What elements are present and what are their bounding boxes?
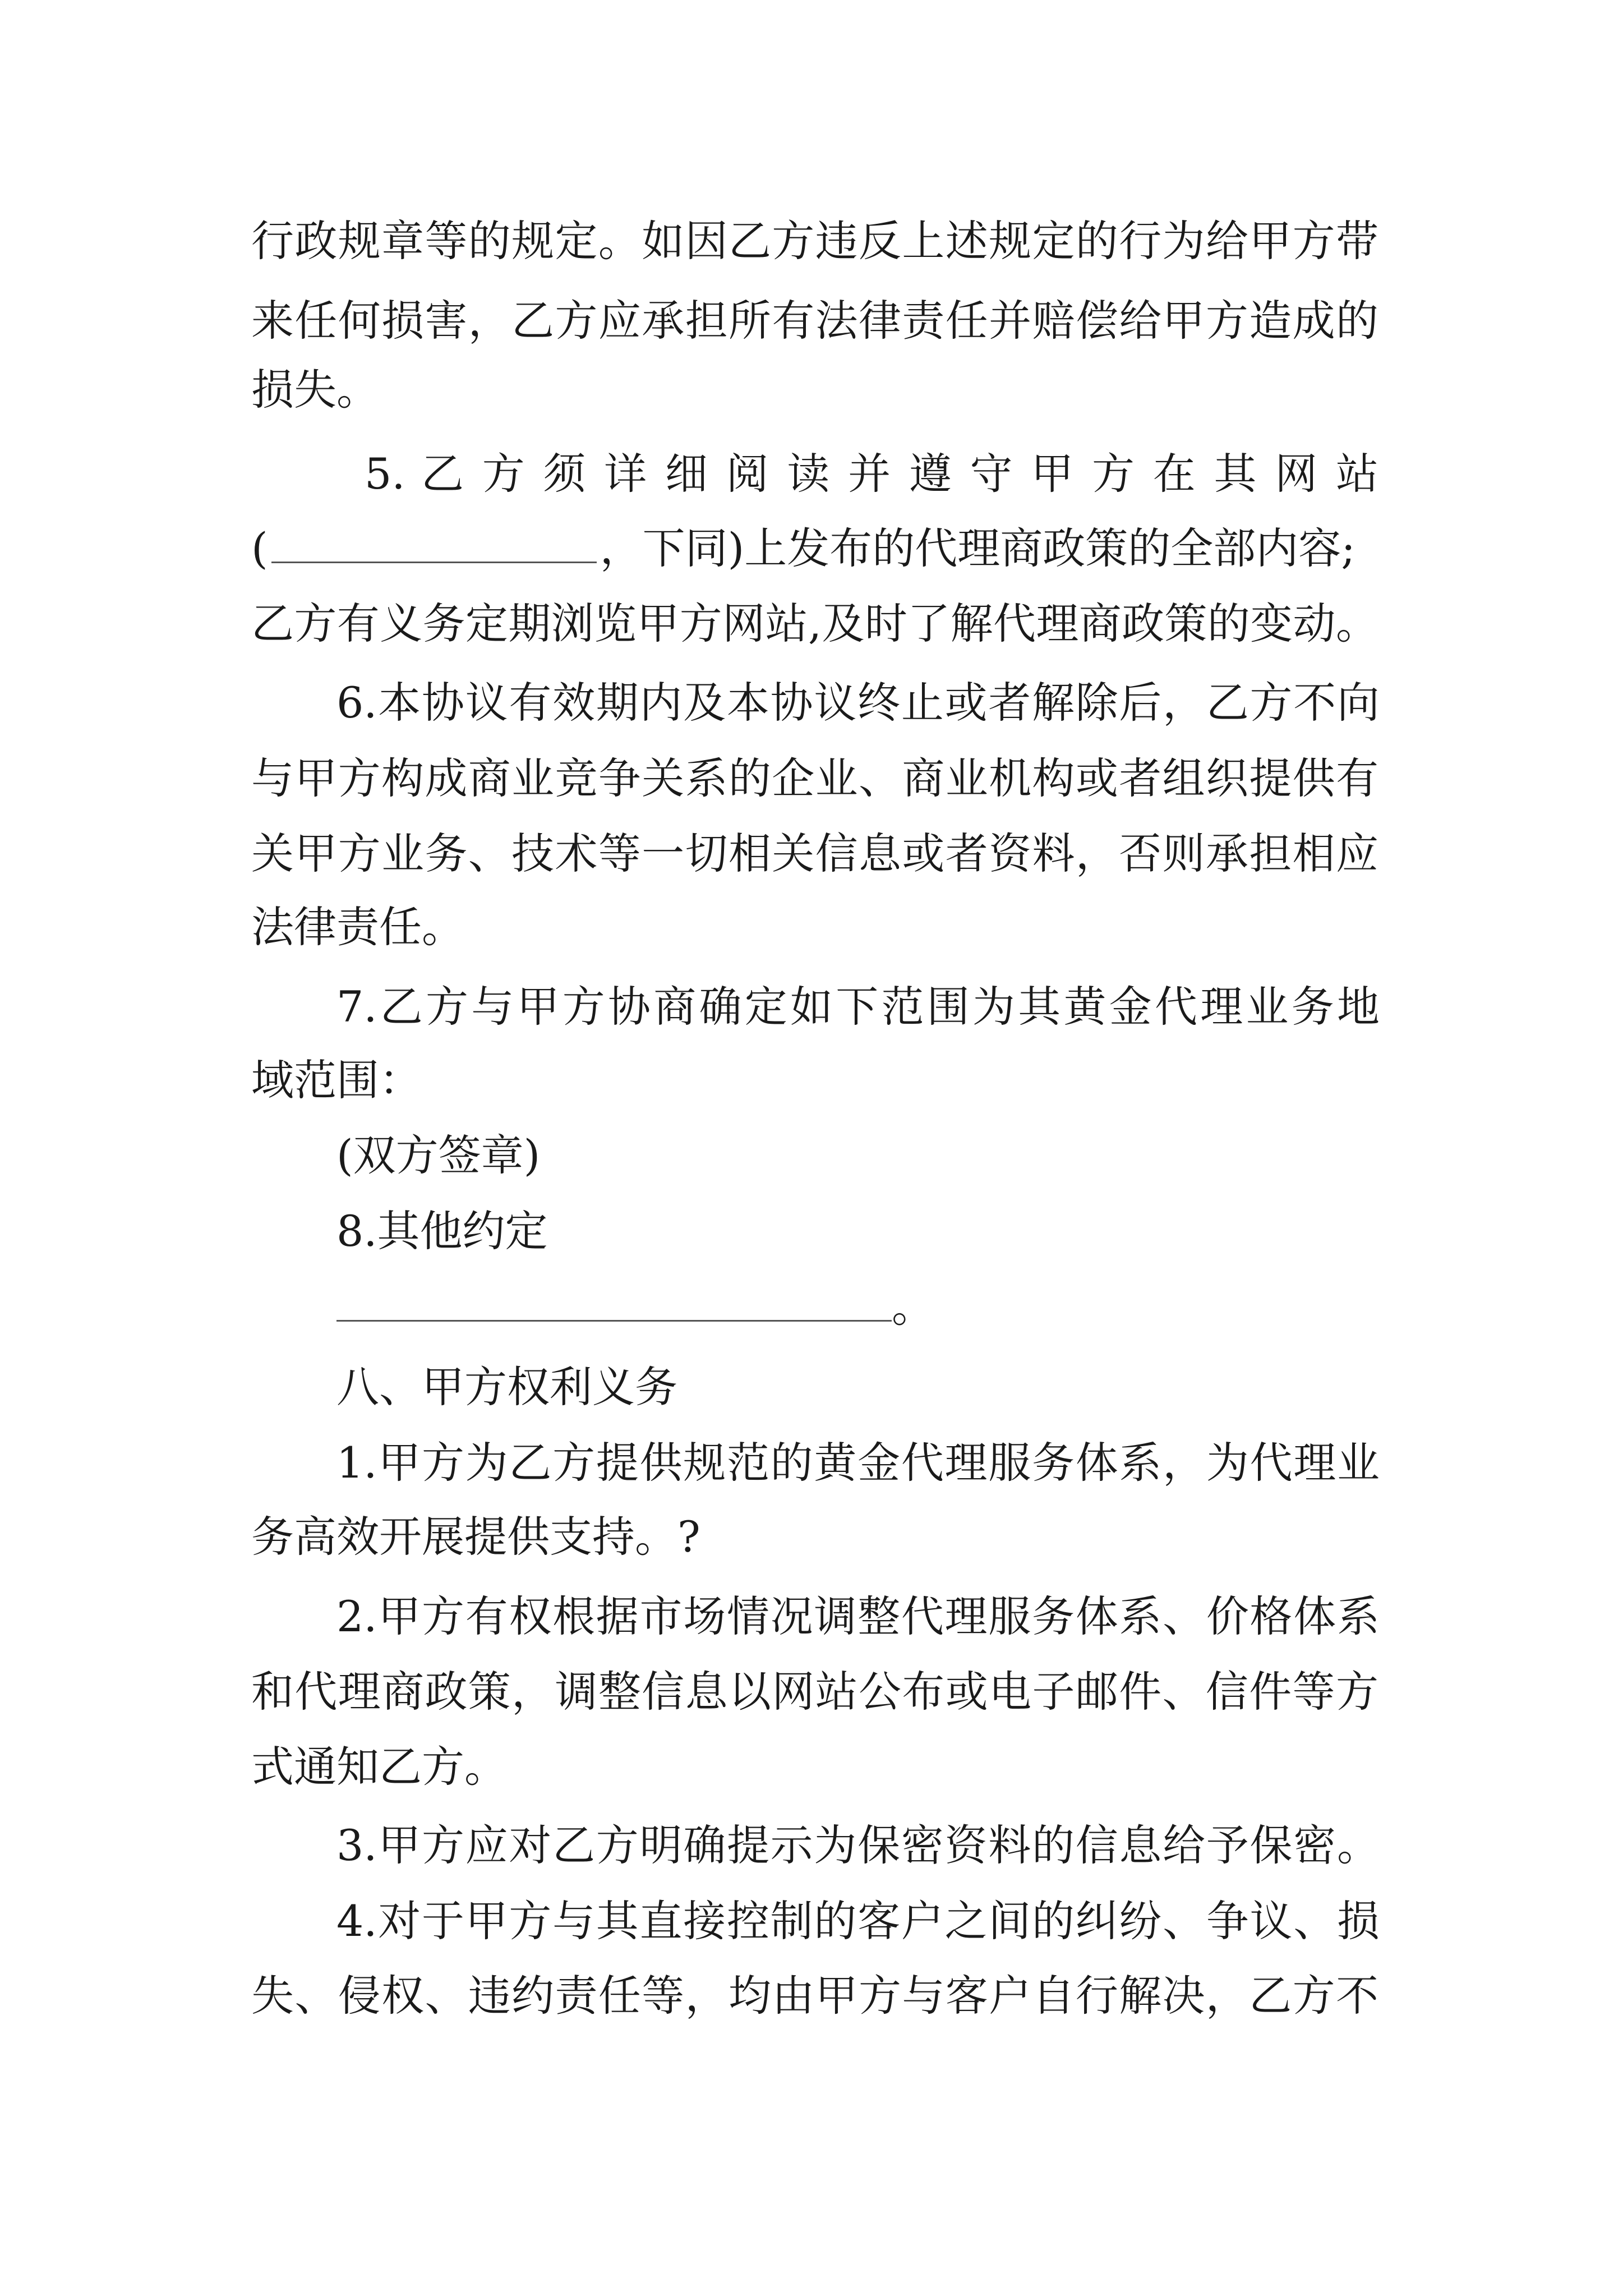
section-heading: 八、甲方权利义务 — [336, 1362, 677, 1412]
paragraph-line: 关甲方业务、技术等一切相关信息或者资料，否则承担相应 — [251, 829, 1378, 878]
paragraph-line: 失、侵权、违约责任等，均由甲方与客户自行解决，乙方不 — [251, 1971, 1378, 2021]
paragraph-line: 乙方有义务定期浏览甲方网站,及时了解代理商政策的变动。 — [251, 599, 1378, 648]
clause-1-line: 1.甲方为乙方提供规范的黄金代理服务体系，为代理业 — [336, 1438, 1380, 1488]
clause-5-line: 5. 乙 方 须 详 细 阅 读 并 遵 守 甲 方 在 其 网 站 — [365, 449, 1378, 499]
clause-4-line: 4.对于甲方与其直接控制的客户之间的纠纷、争议、损 — [336, 1896, 1380, 1946]
paragraph-line: 法律责任。 — [251, 902, 464, 952]
clause-8-heading: 8.其他约定 — [336, 1206, 548, 1256]
clause-2-line: 2.甲方有权根据市场情况调整代理服务体系、价格体系 — [336, 1591, 1380, 1641]
website-blank — [271, 522, 597, 563]
clause-5-text: ，下同)上发布的代理商政策的全部内容; — [600, 523, 1355, 573]
paragraph-line: 来任何损害，乙方应承担所有法律责任并赔偿给甲方造成的 — [251, 296, 1378, 346]
paragraph-line: 行政规章等的规定。如因乙方违反上述规定的行为给甲方带 — [251, 216, 1378, 266]
signature-note: (双方签章) — [336, 1130, 541, 1180]
other-terms-line — [336, 1279, 1380, 1335]
paragraph-line: 损失。 — [251, 365, 379, 415]
paragraph-line: 务高效开展提供支持。? — [251, 1512, 700, 1562]
open-paren: ( — [251, 523, 268, 573]
paragraph-line: 与甲方构成商业竞争关系的企业、商业机构或者组织提供有 — [251, 753, 1378, 803]
paragraph-line: 和代理商政策，调整信息以网站公布或电子邮件、信件等方 — [251, 1667, 1378, 1717]
paragraph-line: 域范围： — [251, 1055, 422, 1105]
other-terms-blank — [336, 1281, 892, 1322]
clause-3-line: 3.甲方应对乙方明确提示为保密资料的信息给予保密。 — [336, 1820, 1380, 1870]
clause-7-line: 7.乙方与甲方协商确定如下范围为其黄金代理业务地 — [336, 982, 1380, 1032]
clause-6-line: 6.本协议有效期内及本协议终止或者解除后，乙方不向 — [336, 678, 1380, 728]
period: 。 — [892, 1282, 934, 1332]
paragraph-line: 式通知乙方。 — [251, 1742, 507, 1792]
clause-5-website-line — [251, 521, 1378, 577]
